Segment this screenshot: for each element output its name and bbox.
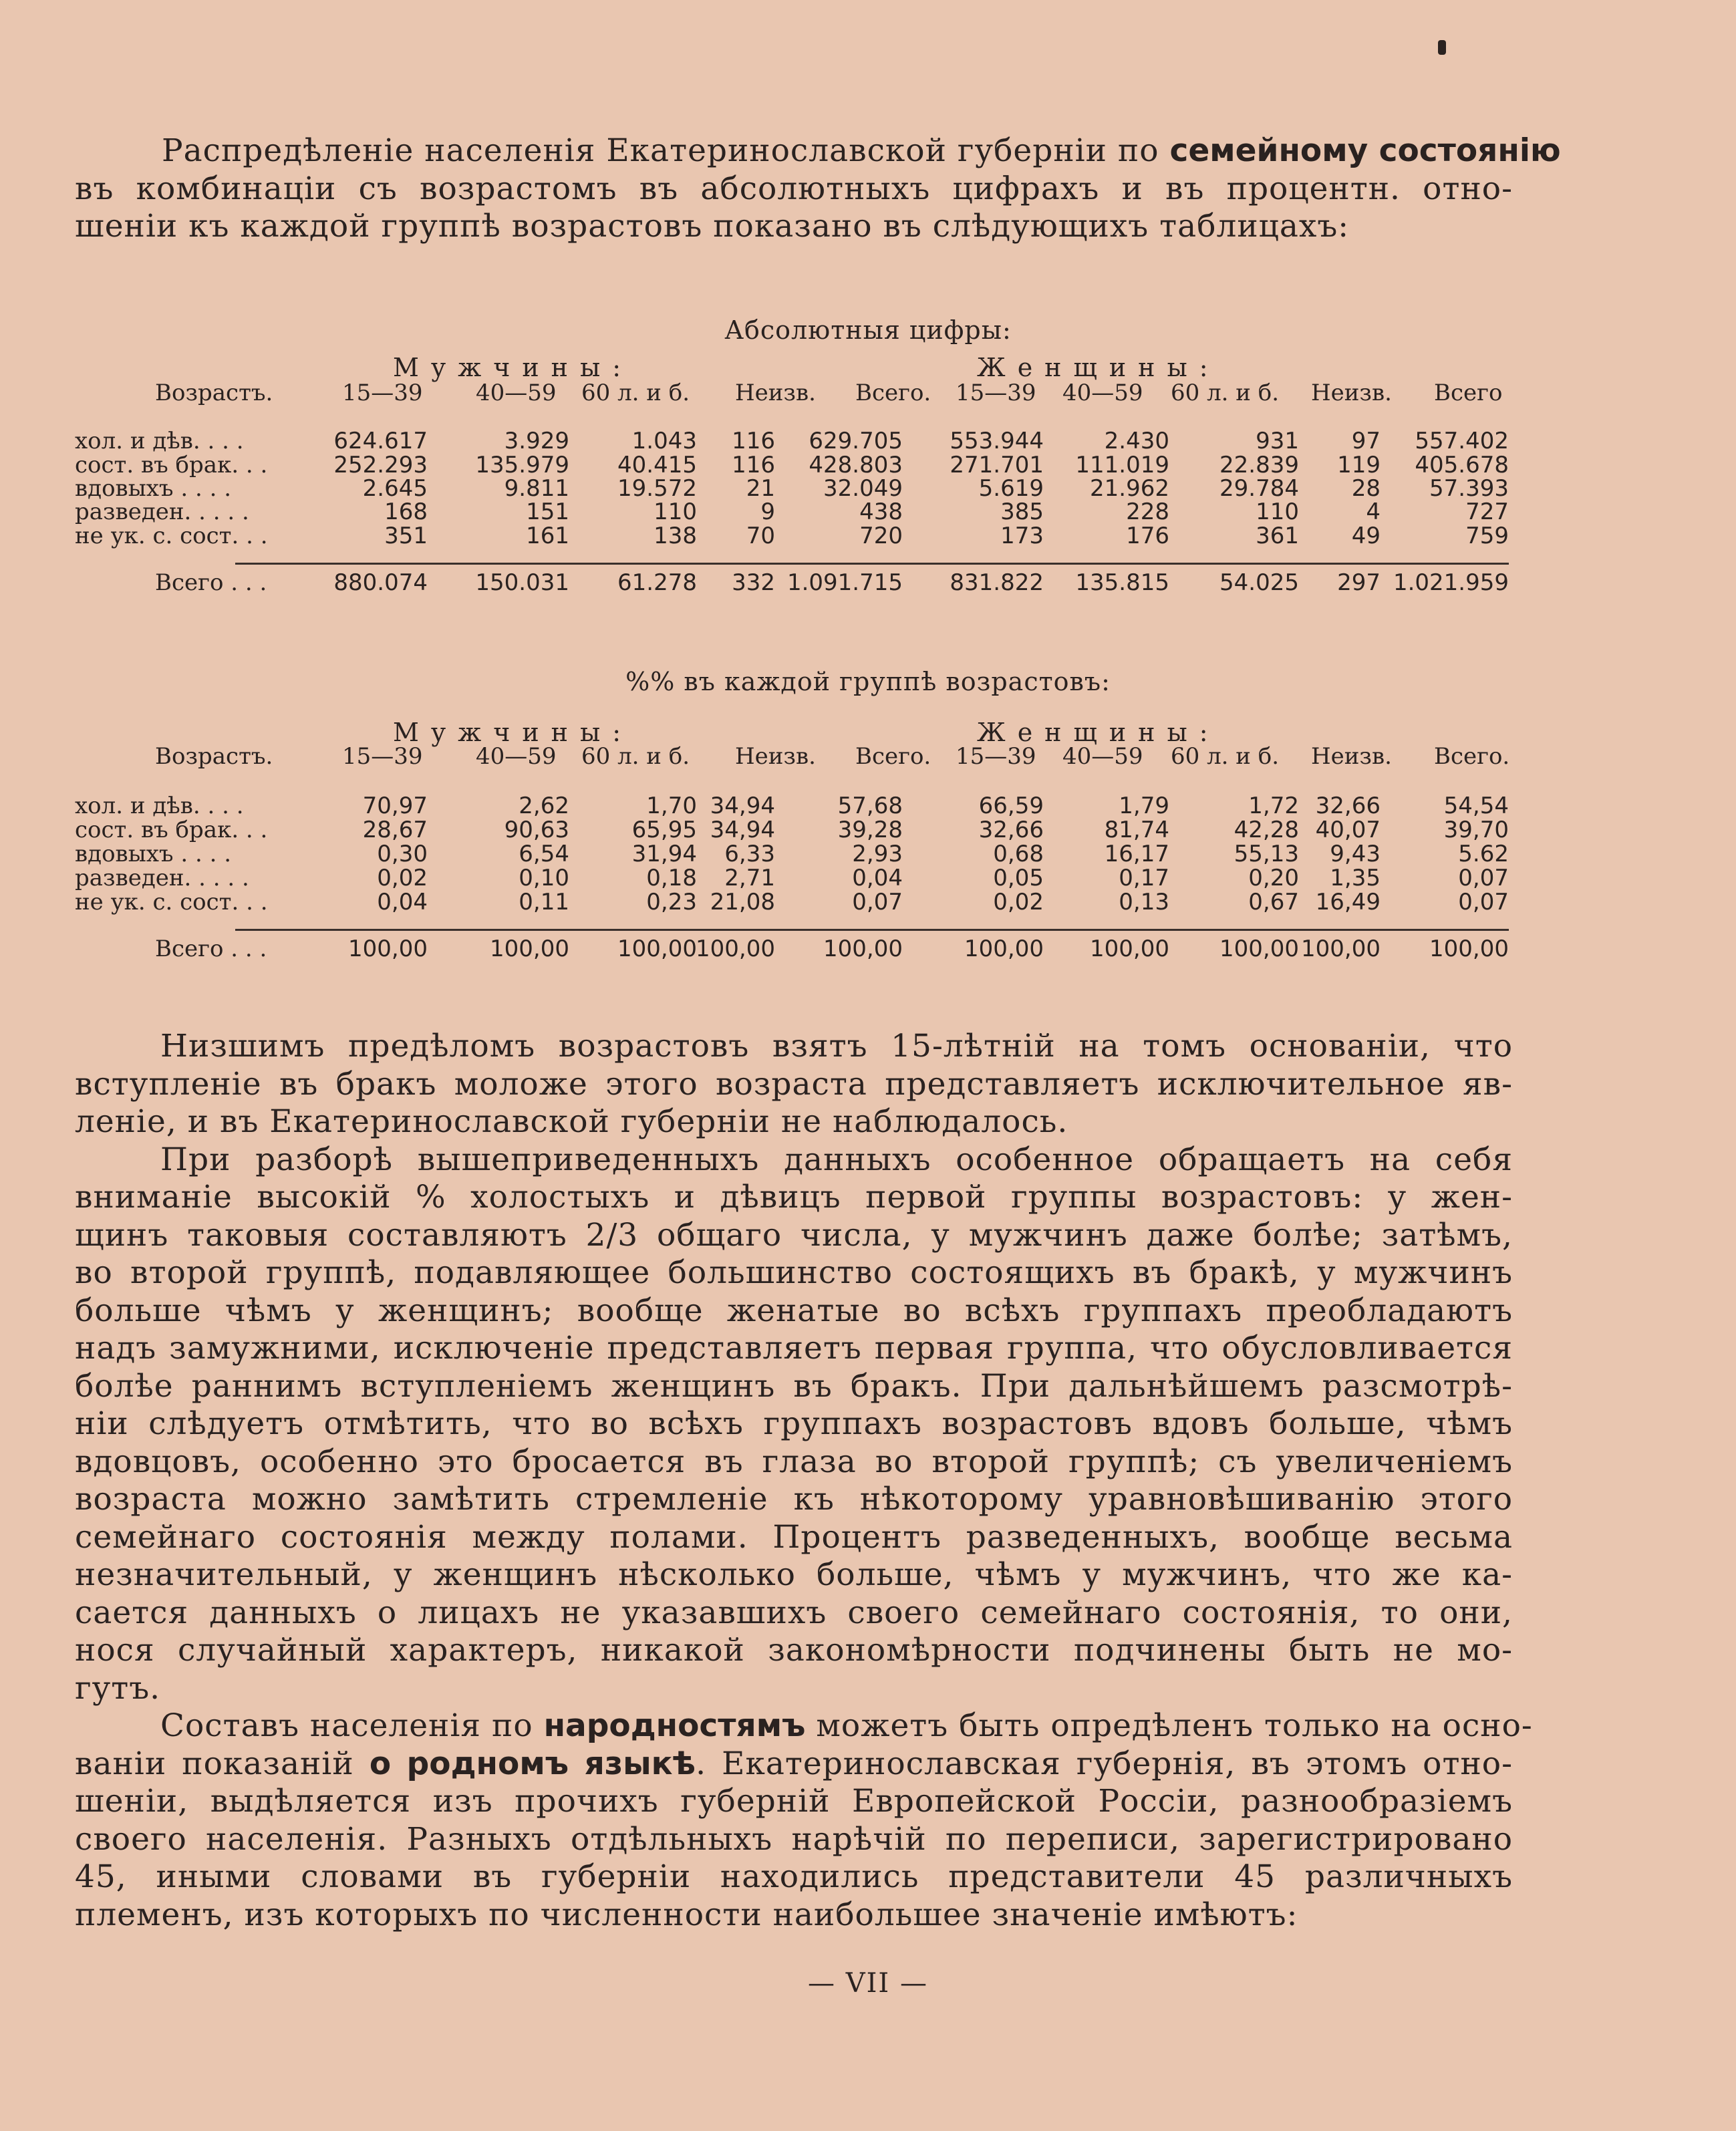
table-cell: 19.572 <box>617 475 697 502</box>
body-line: вдовцовъ, особенно это бросается въ глаза во второй группѣ; съ увеличеніемъ <box>75 1443 1513 1480</box>
total-cell: 100,00 <box>617 936 697 962</box>
body-line: возраста можно замѣтить стремленіе къ нѣкоторому уравновѣшиванію этого <box>75 1481 1513 1518</box>
table-cell: 5.62 <box>1458 841 1509 867</box>
column-header: 15—39 <box>956 380 1036 406</box>
body-line: При разборѣ вышеприведенныхъ данныхъ особенное обращаетъ на себя <box>160 1141 1513 1178</box>
table-cell: 21.962 <box>1090 475 1169 502</box>
table-cell: 0,13 <box>1119 889 1169 915</box>
total-cell: 100,00 <box>964 936 1044 962</box>
table-cell: 32,66 <box>978 817 1044 843</box>
table-cell: 931 <box>1256 428 1299 454</box>
column-header: Возрастъ. <box>155 743 273 770</box>
table-cell: 81,74 <box>1104 817 1169 843</box>
table-cell: 0,07 <box>1458 889 1509 915</box>
table-cell: 40.415 <box>617 452 697 478</box>
column-header: Всего. <box>855 380 931 406</box>
row-label: сост. въ брак. . . <box>75 817 268 843</box>
table-cell: 111.019 <box>1075 452 1169 478</box>
table-cell: 0,07 <box>1458 865 1509 891</box>
table-cell: 57,68 <box>837 793 903 819</box>
table-cell: 351 <box>384 523 428 549</box>
row-label: вдовыхъ . . . . <box>75 475 232 502</box>
table-cell: 1,72 <box>1248 793 1299 819</box>
table-cell: 55,13 <box>1234 841 1299 867</box>
body-line: вниманіе высокій % холостыхъ и дѣвицъ первой группы возрастовъ: у жен- <box>75 1179 1513 1216</box>
table-cell: 5.619 <box>978 475 1044 502</box>
total-cell: 100,00 <box>348 936 428 962</box>
column-header: 60 л. и б. <box>581 743 690 770</box>
table-cell: 49 <box>1351 523 1381 549</box>
table-cell: 65,95 <box>631 817 697 843</box>
total-cell: 100,00 <box>1429 936 1509 962</box>
body-line: вступленіе въ бракъ моложе этого возраста представляетъ исключительное яв- <box>75 1065 1513 1103</box>
table-cell: 1,79 <box>1119 793 1169 819</box>
total-cell: 61.278 <box>617 569 697 596</box>
body-paragraphs <box>75 1028 1533 1934</box>
table-cell: 173 <box>1000 523 1044 549</box>
total-rule <box>235 563 1509 565</box>
table-cell: 34,94 <box>710 817 775 843</box>
table-cell: 361 <box>1256 523 1299 549</box>
table-cell: 70 <box>746 523 775 549</box>
table-cell: 16,17 <box>1104 841 1169 867</box>
table-cell: 110 <box>654 499 697 525</box>
table-cell: 2,62 <box>519 793 569 819</box>
body-line: ваніи показаній о родномъ языкѣ. Екатеринославская губернія, въ этомъ отно- <box>75 1745 1513 1782</box>
table-cell: 21 <box>746 475 775 502</box>
body-line: леніе, и въ Екатеринославской губерніи не наблюдалось. <box>75 1103 1068 1140</box>
table-cell: 0,17 <box>1119 865 1169 891</box>
table-cell: 66,59 <box>978 793 1044 819</box>
table-cell: 151 <box>526 499 569 525</box>
column-header: 60 л. и б. <box>581 380 690 406</box>
row-label: хол. и дѣв. . . . <box>75 428 244 454</box>
table-cell: 0,02 <box>377 865 428 891</box>
body-line: семейнаго состоянія между полами. Процентъ разведенныхъ, вообще весьма <box>75 1518 1513 1556</box>
table-cell: 1.043 <box>631 428 697 454</box>
table-cell: 2.645 <box>362 475 428 502</box>
emphasis-text: семейному состоянію <box>1169 132 1561 169</box>
ink-speck <box>1438 40 1446 55</box>
table-cell: 629.705 <box>809 428 903 454</box>
table-cell: 271.701 <box>950 452 1044 478</box>
column-header: 15—39 <box>342 380 423 406</box>
column-header: Неизв. <box>1311 743 1392 770</box>
column-header: 40—59 <box>476 743 557 770</box>
table-cell: 0,30 <box>377 841 428 867</box>
table-cell: 28,67 <box>362 817 428 843</box>
table-cell: 0,23 <box>646 889 697 915</box>
column-header: Всего. <box>855 743 931 770</box>
table-cell: 0,04 <box>852 865 903 891</box>
body-line: сается данныхъ о лицахъ не указавшихъ своего семейнаго состоянія, то они, <box>75 1594 1513 1631</box>
table-cell: 39,28 <box>837 817 903 843</box>
column-header: Неизв. <box>735 380 816 406</box>
body-line: больше чѣмъ у женщинъ; вообще женатые во всѣхъ группахъ преобладаютъ <box>75 1292 1513 1329</box>
row-label: не ук. с. сост. . . <box>75 889 268 915</box>
total-cell: 100,00 <box>1301 936 1381 962</box>
row-label: не ук. с. сост. . . <box>75 523 268 549</box>
table-cell: 9 <box>760 499 775 525</box>
total-cell: 100,00 <box>1219 936 1299 962</box>
total-cell: 880.074 <box>333 569 428 596</box>
table-cell: 32.049 <box>823 475 903 502</box>
total-cell: 1.021.959 <box>1393 569 1509 596</box>
table-cell: 553.944 <box>950 428 1044 454</box>
table-cell: 385 <box>1000 499 1044 525</box>
table-cell: 0,04 <box>377 889 428 915</box>
body-line: щинъ таковыя составляютъ 2/3 общаго числа, у мужчинъ даже болѣе; затѣмъ, <box>75 1216 1513 1254</box>
table-cell: 6,54 <box>519 841 569 867</box>
body-line: Низшимъ предѣломъ возрастовъ взятъ 15-лѣтній на томъ основаніи, что <box>160 1028 1513 1064</box>
intro-line: шеніи къ каждой группѣ возрастовъ показано въ слѣдующихъ таблицахъ: <box>75 208 1350 245</box>
table-cell: 428.803 <box>809 452 903 478</box>
column-header: Всего <box>1434 380 1503 406</box>
total-cell: 1.091.715 <box>786 569 903 596</box>
column-header: 15—39 <box>956 743 1036 770</box>
body-line: племенъ, изъ которыхъ по численности наибольшее значеніе имѣютъ: <box>75 1896 1298 1933</box>
body-line: шеніи, выдѣляется изъ прочихъ губерній Европейской Россіи, разнообразіемъ <box>75 1783 1513 1820</box>
body-line: во второй группѣ, подавляющее большинство состоящихъ въ бракѣ, у мужчинъ <box>75 1254 1513 1291</box>
table-cell: 228 <box>1126 499 1169 525</box>
table-cell: 135.979 <box>475 452 569 478</box>
body-line: нося случайный характеръ, никакой закономѣрности подчинены быть не мо- <box>75 1632 1513 1669</box>
table-cell: 21,08 <box>710 889 775 915</box>
body-line: незначительный, у женщинъ нѣсколько больше, чѣмъ у мужчинъ, что же ка- <box>75 1556 1513 1593</box>
body-line: Составъ населенія по народностямъ можетъ быть опредѣленъ только на осно- <box>160 1707 1533 1744</box>
total-cell: 135.815 <box>1075 569 1169 596</box>
table-cell: 624.617 <box>333 428 428 454</box>
table-cell: 90,63 <box>504 817 569 843</box>
table-cell: 405.678 <box>1415 452 1509 478</box>
column-header: Возрастъ. <box>155 380 273 406</box>
group-women-label: Женщины: <box>977 353 1220 382</box>
table-cell: 252.293 <box>333 452 428 478</box>
table-cell: 40,07 <box>1315 817 1381 843</box>
table-cell: 31,94 <box>631 841 697 867</box>
column-header: Всего. <box>1434 743 1510 770</box>
page-number: — VII — <box>808 1968 928 1999</box>
total-cell: 100,00 <box>1090 936 1169 962</box>
body-line: своего населенія. Разныхъ отдѣльныхъ нарѣчій по переписи, зарегистрировано <box>75 1820 1513 1858</box>
total-cell: 100,00 <box>823 936 903 962</box>
total-cell: 150.031 <box>475 569 569 596</box>
body-line: гутъ. <box>75 1669 161 1707</box>
group-women-label: Женщины: <box>977 718 1220 747</box>
table-cell: 557.402 <box>1415 428 1509 454</box>
table-cell: 9,43 <box>1330 841 1381 867</box>
table-cell: 138 <box>654 523 697 549</box>
column-header: 40—59 <box>476 380 557 406</box>
column-header: 60 л. и б. <box>1171 380 1280 406</box>
table-cell: 97 <box>1351 428 1381 454</box>
table-cell: 0,10 <box>519 865 569 891</box>
table_pct-caption: %% въ каждой группѣ возрастовъ: <box>625 667 1111 696</box>
table-cell: 759 <box>1465 523 1509 549</box>
table-cell: 70,97 <box>362 793 428 819</box>
group-men-label: Мужчины: <box>393 353 633 382</box>
total-rule <box>235 929 1509 931</box>
column-header: Неизв. <box>735 743 816 770</box>
intro-line: въ комбинаціи съ возрастомъ въ абсолютныхъ цифрахъ и въ процентн. отно- <box>75 170 1513 207</box>
table-cell: 57.393 <box>1429 475 1509 502</box>
table-cell: 34,94 <box>710 793 775 819</box>
row-label: сост. въ брак. . . <box>75 452 268 478</box>
row-label: хол. и дѣв. . . . <box>75 793 244 819</box>
table-cell: 16,49 <box>1315 889 1381 915</box>
table-cell: 2,71 <box>724 865 775 891</box>
table-cell: 39,70 <box>1443 817 1509 843</box>
column-header: Неизв. <box>1311 380 1392 406</box>
total-cell: 831.822 <box>950 569 1044 596</box>
body-line: ніи слѣдуетъ отмѣтить, что во всѣхъ группахъ возрастовъ вдовъ больше, чѣмъ <box>75 1405 1513 1442</box>
table-cell: 161 <box>526 523 569 549</box>
column-header: 40—59 <box>1062 380 1143 406</box>
table-cell: 176 <box>1126 523 1169 549</box>
total-cell: 332 <box>732 569 775 596</box>
total-cell: 100,00 <box>490 936 569 962</box>
table-cell: 2.430 <box>1104 428 1169 454</box>
table-cell: 32,66 <box>1315 793 1381 819</box>
table-cell: 727 <box>1465 499 1509 525</box>
table-cell: 0,05 <box>993 865 1044 891</box>
table-cell: 1,70 <box>646 793 697 819</box>
intro-line: Распредѣленіе населенія Екатеринославской губерніи по семейному состоянію <box>162 132 1561 169</box>
table-cell: 0,18 <box>646 865 697 891</box>
table-cell: 0,02 <box>993 889 1044 915</box>
table-cell: 0,07 <box>852 889 903 915</box>
table_abs-caption: Абсолютныя цифры: <box>724 315 1012 345</box>
group-men-label: Мужчины: <box>393 718 633 747</box>
intro-paragraph <box>75 132 1561 246</box>
table-cell: 0,68 <box>993 841 1044 867</box>
table-cell: 0,20 <box>1248 865 1299 891</box>
table-cell: 22.839 <box>1219 452 1299 478</box>
column-header: 15—39 <box>342 743 423 770</box>
table-cell: 119 <box>1337 452 1381 478</box>
table-cell: 6,33 <box>724 841 775 867</box>
total-cell: 100,00 <box>696 936 775 962</box>
table-cell: 110 <box>1256 499 1299 525</box>
total-label: Всего . . . <box>155 569 267 596</box>
table-cell: 54,54 <box>1443 793 1509 819</box>
table-cell: 168 <box>384 499 428 525</box>
table-cell: 3.929 <box>504 428 569 454</box>
table-cell: 116 <box>732 452 775 478</box>
column-header: 40—59 <box>1062 743 1143 770</box>
total-cell: 54.025 <box>1219 569 1299 596</box>
body-line: надъ замужними, исключеніе представляетъ первая группа, что обусловливается <box>75 1330 1513 1367</box>
table-cell: 1,35 <box>1330 865 1381 891</box>
table-cell: 42,28 <box>1234 817 1299 843</box>
table-cell: 9.811 <box>504 475 569 502</box>
table-cell: 4 <box>1366 499 1381 525</box>
table-cell: 438 <box>859 499 903 525</box>
total-label: Всего . . . <box>155 936 267 962</box>
body-line: 45, иными словами въ губерніи находились представители 45 различныхъ <box>75 1858 1513 1895</box>
table-cell: 720 <box>859 523 903 549</box>
row-label: разведен. . . . . <box>75 499 249 525</box>
table-cell: 29.784 <box>1219 475 1299 502</box>
row-label: вдовыхъ . . . . <box>75 841 232 867</box>
total-cell: 297 <box>1337 569 1381 596</box>
table-cell: 0,11 <box>519 889 569 915</box>
column-header: 60 л. и б. <box>1171 743 1280 770</box>
table-cell: 116 <box>732 428 775 454</box>
row-label: разведен. . . . . <box>75 865 249 891</box>
table-cell: 2,93 <box>852 841 903 867</box>
body-line: болѣе раннимъ вступленіемъ женщинъ въ бракъ. При дальнѣйшемъ разсмотрѣ- <box>75 1367 1513 1405</box>
table-cell: 0,67 <box>1248 889 1299 915</box>
table-cell: 28 <box>1351 475 1381 502</box>
